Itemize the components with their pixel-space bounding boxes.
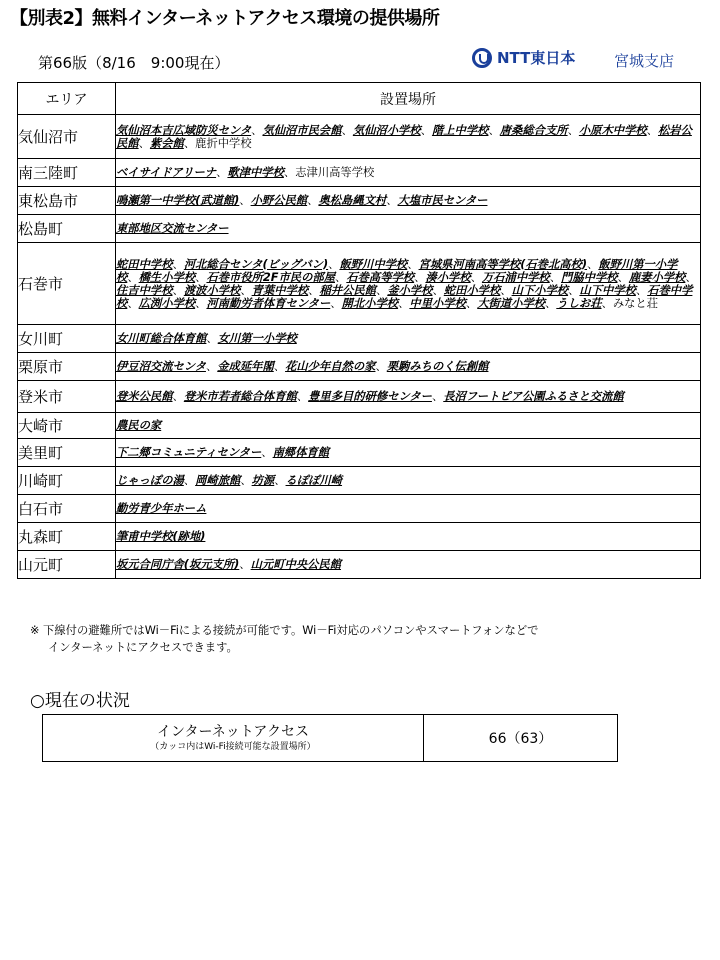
page-title: 【別表2】無料インターネットアクセス環境の提供場所 — [10, 8, 440, 29]
location-name: みなと荘 — [612, 296, 659, 310]
separator: 、 — [407, 257, 419, 271]
wifi-location-link[interactable]: 金成延年閣 — [217, 360, 274, 373]
table-row — [18, 495, 701, 523]
wifi-location-link[interactable]: 河南勤労者体育センター — [206, 296, 331, 310]
separator: 、 — [398, 296, 410, 310]
separator: 、 — [240, 283, 252, 297]
separator: 、 — [414, 270, 426, 284]
wifi-location-link[interactable]: 松岩公民館 — [116, 123, 692, 150]
wifi-location-link[interactable]: 下二郷コミュニティセンター — [116, 446, 262, 459]
footnote-line-1: ※ 下線付の避難所ではWi－Fiによる接続が可能です。Wi－Fi対応のパソコンやスマートフォンなどで — [30, 624, 539, 637]
wifi-location-link[interactable]: 飯野川第一小学校 — [116, 257, 678, 284]
separator: 、 — [341, 123, 353, 137]
wifi-location-link[interactable]: 中里小学校 — [409, 296, 466, 310]
column-header-area: エリア — [18, 83, 116, 115]
separator: 、 — [172, 283, 184, 297]
separator: 、 — [500, 283, 512, 297]
column-header-places: 設置場所 — [116, 83, 701, 115]
ntt-logo — [472, 47, 575, 68]
wifi-location-link[interactable]: 渡波小学校 — [183, 283, 241, 297]
area-name: 大崎市 — [18, 413, 116, 439]
separator: 、 — [274, 474, 286, 487]
places-cell — [116, 187, 701, 215]
wifi-location-link[interactable]: 蛇田中学校 — [116, 257, 173, 271]
separator: 、 — [635, 283, 648, 297]
status-label: インターネットアクセス — [157, 724, 309, 740]
wifi-location-link[interactable]: 歌津中学校 — [227, 166, 284, 179]
wifi-location-link[interactable]: 紫会館 — [149, 136, 184, 150]
separator: 、 — [239, 194, 251, 207]
places-cell — [116, 467, 701, 495]
area-name: 東松島市 — [18, 187, 116, 215]
wifi-location-link[interactable]: 唐桑総合支所 — [499, 123, 568, 137]
separator: 、 — [172, 390, 184, 403]
wifi-location-link[interactable]: 筆甫中学校(跡地) — [116, 530, 206, 543]
places-cell — [116, 381, 701, 413]
wifi-location-link[interactable]: 小野公民館 — [250, 194, 308, 207]
status-sublabel: （カッコ内はWi-Fi接続可能な設置場所） — [150, 742, 316, 752]
wifi-location-link[interactable]: 気仙沼本吉広域防災センタ — [116, 123, 252, 137]
places-cell — [116, 413, 701, 439]
area-name: 女川町 — [18, 325, 116, 353]
wifi-location-link[interactable]: 宮城県河南高等学校(石巻北高校) — [418, 257, 588, 271]
separator: 、 — [183, 474, 196, 487]
area-name: 登米市 — [18, 381, 116, 413]
table-row — [18, 551, 701, 579]
area-name: 川崎町 — [18, 467, 116, 495]
footnote — [30, 622, 538, 656]
ntt-logo-icon — [472, 48, 492, 68]
wifi-location-link[interactable]: 石巻高等学校 — [346, 270, 415, 284]
wifi-location-link[interactable]: 稲井公民館 — [319, 283, 376, 297]
wifi-location-link[interactable]: 大街道小学校 — [477, 296, 545, 310]
wifi-location-link[interactable]: 東部地区交流センター — [116, 222, 229, 235]
wifi-location-link[interactable]: 釜小学校 — [387, 283, 433, 297]
wifi-location-link[interactable]: 坂元合同庁舎(坂元支所) — [116, 558, 240, 571]
places-cell — [116, 115, 701, 159]
wifi-location-link[interactable]: 鳴瀬第一中学校(武道館) — [116, 194, 240, 207]
separator: 、 — [335, 270, 347, 284]
separator: 、 — [172, 257, 184, 271]
wifi-location-link[interactable]: 階上中学校 — [431, 123, 489, 137]
wifi-location-link[interactable]: 登米市若者総合体育館 — [183, 390, 297, 403]
separator: 、 — [205, 360, 218, 373]
wifi-location-link[interactable]: 小原木中学校 — [578, 123, 647, 137]
wifi-location-link[interactable]: 女川町総合体育館 — [116, 332, 207, 345]
separator: 、 — [375, 360, 387, 373]
branch-name: 宮城支店 — [614, 52, 675, 70]
table-row — [18, 243, 701, 325]
separator: 、 — [296, 390, 309, 403]
separator: 、 — [138, 136, 150, 150]
wifi-location-link[interactable]: 河北総合センタ(ビッグバン) — [183, 257, 329, 271]
separator: 、 — [261, 446, 273, 459]
separator: 、 — [240, 474, 252, 487]
wifi-location-link[interactable]: 山元町中央公民館 — [250, 558, 341, 571]
wifi-location-link[interactable]: るぽぽ川崎 — [285, 474, 343, 487]
wifi-location-link[interactable]: 湊小学校 — [425, 270, 471, 284]
separator: 、 — [549, 270, 562, 284]
wifi-location-link[interactable]: 青葉中学校 — [251, 283, 309, 297]
area-name: 松島町 — [18, 215, 116, 243]
area-name: 南三陸町 — [18, 159, 116, 187]
separator: 、 — [127, 296, 139, 310]
places-cell — [116, 159, 701, 187]
wifi-location-link[interactable]: 万石浦中学校 — [481, 270, 550, 284]
places-cell — [116, 353, 701, 381]
wifi-location-link[interactable]: 門脇中学校 — [561, 270, 618, 284]
wifi-location-link[interactable]: 大塩市民センター — [397, 194, 488, 207]
places-cell — [116, 243, 701, 325]
places-cell — [116, 325, 701, 353]
wifi-location-link[interactable]: 気仙沼市民会館 — [262, 123, 342, 137]
separator: 、 — [307, 194, 319, 207]
wifi-location-link[interactable]: 勤労青少年ホーム — [116, 502, 207, 515]
area-name: 気仙沼市 — [18, 115, 116, 159]
wifi-location-link[interactable]: 豊里多目的研修センター — [308, 390, 432, 403]
status-value: 66（63） — [424, 715, 618, 762]
separator: 、 — [283, 166, 296, 179]
location-name: 志津川高等学校 — [295, 166, 375, 179]
wifi-location-link[interactable]: 長沼フートピア公園ふるさと交流館 — [443, 390, 624, 403]
table-row — [18, 467, 701, 495]
wifi-location-link[interactable]: 飯野川中学校 — [339, 257, 408, 271]
location-table — [17, 82, 701, 579]
separator: 、 — [183, 136, 196, 150]
places-cell — [116, 551, 701, 579]
table-row — [18, 413, 701, 439]
table-row — [18, 353, 701, 381]
separator: 、 — [685, 270, 697, 284]
wifi-location-link[interactable]: 坊源 — [251, 474, 275, 487]
table-row — [18, 159, 701, 187]
wifi-location-link[interactable]: 住吉中学校 — [116, 283, 173, 297]
wifi-location-link[interactable]: 山下小学校 — [511, 283, 569, 297]
wifi-location-link[interactable]: 花山少年自然の家 — [285, 360, 376, 373]
separator: 、 — [216, 166, 228, 179]
separator: 、 — [545, 296, 557, 310]
separator: 、 — [195, 296, 207, 310]
separator: 、 — [465, 296, 478, 310]
separator: 、 — [386, 194, 398, 207]
edition-label: 第66版（8/16 9:00現在） — [38, 54, 230, 72]
separator: 、 — [431, 390, 444, 403]
table-header-row — [18, 83, 701, 115]
separator: 、 — [195, 270, 207, 284]
table-row — [18, 439, 701, 467]
table-row — [18, 115, 701, 159]
wifi-location-link[interactable]: 山下中学校 — [579, 283, 636, 297]
status-table — [42, 714, 618, 762]
wifi-location-link[interactable]: 南郷体育館 — [272, 446, 330, 459]
area-name: 栗原市 — [18, 353, 116, 381]
wifi-location-link[interactable]: 橋生小学校 — [138, 270, 196, 284]
separator: 、 — [239, 558, 251, 571]
table-row — [18, 215, 701, 243]
area-name: 石巻市 — [18, 243, 116, 325]
table-row — [18, 325, 701, 353]
separator: 、 — [601, 296, 613, 310]
places-cell — [116, 439, 701, 467]
wifi-location-link[interactable]: 蛇田小学校 — [443, 283, 501, 297]
wifi-location-link[interactable]: 伊豆沼交流センタ — [116, 360, 206, 373]
location-name: 鹿折中学校 — [195, 136, 252, 150]
separator: 、 — [617, 270, 629, 284]
wifi-location-link[interactable]: 栗駒みちのく伝創館 — [386, 360, 489, 373]
wifi-location-link[interactable]: 岡崎旅館 — [195, 474, 241, 487]
table-row — [18, 381, 701, 413]
wifi-location-link[interactable]: 広渕小学校 — [138, 296, 196, 310]
separator: 、 — [206, 332, 218, 345]
logo-text: NTT東日本 — [497, 49, 576, 67]
separator: 、 — [567, 123, 579, 137]
wifi-location-link[interactable]: 奥松島縄文村 — [318, 194, 387, 207]
places-cell — [116, 523, 701, 551]
places-cell — [116, 215, 701, 243]
separator: 、 — [375, 283, 388, 297]
separator: 、 — [568, 283, 580, 297]
area-name: 白石市 — [18, 495, 116, 523]
separator: 、 — [420, 123, 432, 137]
separator: 、 — [127, 270, 139, 284]
table-row — [18, 523, 701, 551]
area-name: 山元町 — [18, 551, 116, 579]
wifi-location-link[interactable]: 開北小学校 — [341, 296, 399, 310]
area-name: 丸森町 — [18, 523, 116, 551]
places-cell — [116, 495, 701, 523]
wifi-location-link[interactable]: うしお荘 — [556, 296, 602, 310]
separator: 、 — [488, 123, 500, 137]
status-label-cell — [43, 715, 424, 762]
separator: 、 — [273, 360, 286, 373]
wifi-location-link[interactable]: 石巻市役所2F市民の部屋 — [206, 270, 335, 284]
separator: 、 — [251, 123, 263, 137]
footnote-line-2: インターネットにアクセスできます。 — [48, 641, 238, 654]
wifi-location-link[interactable]: 農民の家 — [116, 419, 162, 432]
status-row — [43, 715, 618, 762]
wifi-location-link[interactable]: 気仙沼小学校 — [352, 123, 421, 137]
separator: 、 — [328, 257, 340, 271]
separator: 、 — [432, 283, 444, 297]
wifi-location-link[interactable]: ベイサイドアリーナ — [116, 166, 217, 179]
wifi-location-link[interactable]: じゃっぽの湯 — [116, 474, 184, 487]
separator: 、 — [646, 123, 658, 137]
table-row — [18, 187, 701, 215]
area-name: 美里町 — [18, 439, 116, 467]
wifi-location-link[interactable]: 女川第一小学校 — [217, 332, 297, 345]
wifi-location-link[interactable]: 登米公民館 — [116, 390, 173, 403]
wifi-location-link[interactable]: 鹿妻小学校 — [628, 270, 686, 284]
wifi-location-link[interactable]: 石巻中学校 — [116, 283, 693, 310]
status-heading: ○現在の状況 — [30, 691, 130, 711]
separator: 、 — [587, 257, 599, 271]
separator: 、 — [330, 296, 342, 310]
separator: 、 — [308, 283, 320, 297]
separator: 、 — [470, 270, 482, 284]
